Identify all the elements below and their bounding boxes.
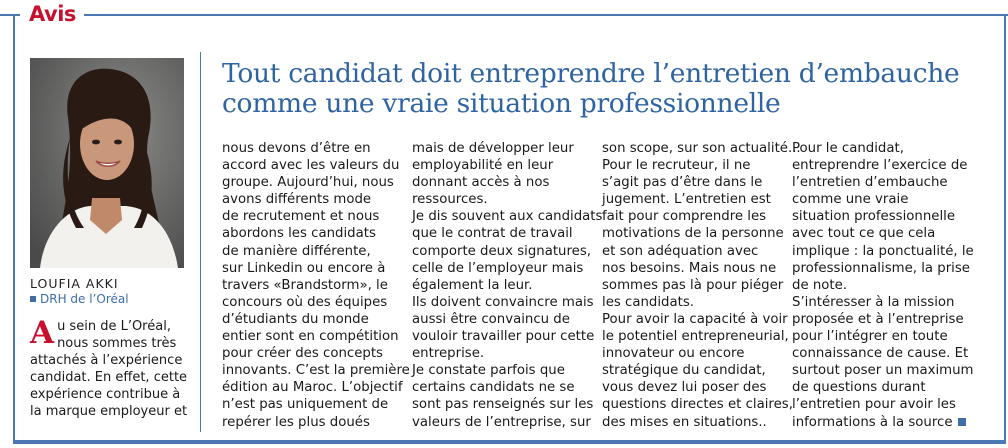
- intro-line: expérience contribue à: [30, 387, 181, 403]
- column-line: informations à la source: [792, 414, 974, 431]
- column-line: vouloir travailler pour cette: [412, 329, 595, 345]
- column-line: de note.: [792, 277, 848, 293]
- column-line: employabilité en leur: [412, 158, 554, 174]
- drop-cap: A: [30, 315, 55, 351]
- column-line: entier sont en compétition: [222, 329, 399, 345]
- portrait-photo: [30, 58, 184, 268]
- column-line: donnant accès à nos: [412, 175, 550, 191]
- column-line: professionnalisme, la prise: [792, 260, 970, 276]
- text-column-2: [412, 140, 602, 431]
- column-line: pour créer des concepts: [222, 346, 383, 362]
- column-line: valeurs de l’entreprise, sur: [412, 414, 591, 430]
- column-line: celle de l’employeur mais: [412, 260, 584, 276]
- column-line: édition au Maroc. L’objectif: [222, 380, 403, 396]
- column-line: abordons les candidats: [222, 226, 376, 242]
- column-line: des mises en situations..: [602, 414, 767, 430]
- intro-line: u sein de L’Oréal,: [57, 319, 171, 334]
- intro-line: candidat. En effet, cette: [30, 370, 188, 386]
- section-label: Avis: [20, 0, 84, 28]
- column-line: nous devons d’être en: [222, 141, 371, 156]
- column-line: avons différents mode: [222, 192, 372, 208]
- column-line: pour l’intégrer en toute: [792, 329, 948, 345]
- bullet-square-icon: [30, 296, 36, 302]
- column-line: aussi être convaincu de: [412, 311, 570, 327]
- column-line: motivations de la personne: [602, 226, 784, 242]
- person-role: [30, 292, 129, 306]
- intro-line: nous sommes très: [57, 336, 177, 352]
- column-line: connaissance de cause. Et: [792, 346, 969, 362]
- column-line: n’est pas uniquement de: [222, 397, 389, 413]
- column-line: accord avec les valeurs du: [222, 158, 400, 174]
- column-line: surtout poser un maximum: [792, 363, 974, 379]
- column-line: l’entretien d’embauche: [792, 175, 948, 191]
- column-line: situation professionnelle: [792, 209, 956, 225]
- column-line: questions directes et claires,: [602, 397, 793, 413]
- column-line: et son adéquation avec: [602, 243, 759, 259]
- column-line: l’entretien pour avoir les: [792, 397, 956, 413]
- column-line: jugement. L’entretien est: [602, 192, 771, 208]
- headline-line-1: Tout candidat doit entreprendre l’entretien d’embauche: [222, 58, 960, 89]
- column-line: le potentiel entrepreneurial,: [602, 329, 789, 345]
- column-line: concours où des équipes: [222, 294, 388, 310]
- column-line: vous devez lui poser des: [602, 380, 767, 396]
- intro-line: la marque employeur et: [30, 404, 188, 420]
- column-line: sur Linkedin ou encore à: [222, 260, 386, 276]
- column-line: sommes pas là pour piéger: [602, 277, 784, 293]
- column-line: également la leur.: [412, 277, 533, 293]
- column-line: s’agit pas d’être dans le: [602, 175, 763, 191]
- column-line: de questions durant: [792, 380, 926, 396]
- column-line: mais de développer leur: [412, 141, 574, 156]
- intro-paragraph: [30, 315, 202, 421]
- column-line: nos besoins. Mais nous ne: [602, 260, 777, 276]
- column-line: proposée et à l’entreprise: [792, 311, 964, 327]
- column-line: fait pour comprendre les: [602, 209, 767, 225]
- column-line: repérer les plus doués: [222, 414, 370, 430]
- column-line: Je constate parfois que: [412, 363, 565, 379]
- column-line: Pour avoir la capacité à voir: [602, 311, 788, 327]
- article-headline: [222, 59, 1002, 119]
- column-line: S’intéresser à la mission: [792, 294, 955, 310]
- column-line: Je dis souvent aux candidats: [412, 209, 603, 225]
- frame-left-rule: [13, 14, 15, 442]
- intro-line: attachés à l’expérience: [30, 353, 183, 369]
- column-line: entreprendre l’exercice de: [792, 158, 968, 174]
- column-line: avec tout ce que cela: [792, 226, 936, 242]
- column-line: comme une vraie: [792, 192, 909, 208]
- column-line: ressources.: [412, 192, 488, 208]
- column-line: stratégique du candidat,: [602, 363, 766, 379]
- column-line: innovateur ou encore: [602, 346, 745, 362]
- column-line: Ils doivent convaincre mais: [412, 294, 594, 310]
- frame-bottom-rule: [13, 440, 1006, 444]
- person-name: LOUFIA AKKI: [30, 276, 119, 291]
- column-line: implique : la ponctualité, le: [792, 243, 974, 259]
- frame-right-rule: [1004, 14, 1006, 442]
- column-line: de recrutement et nous: [222, 209, 380, 225]
- column-line: sont pas renseignés sur les: [412, 397, 594, 413]
- column-line: que le contrat de travail: [412, 226, 573, 242]
- text-column-3: [602, 140, 801, 431]
- column-line: innovants. C’est la première: [222, 363, 410, 379]
- column-divider: [200, 52, 201, 432]
- person-role-text: DRH de l’Oréal: [40, 292, 129, 306]
- column-line: Pour le recruteur, il ne: [602, 158, 751, 174]
- text-column-1: [222, 140, 410, 431]
- column-line: son scope, sur son actualité...: [602, 141, 801, 156]
- column-line: comporte deux signatures,: [412, 243, 591, 259]
- end-of-article-icon: [958, 418, 966, 426]
- column-line: d’étudiants du monde: [222, 311, 369, 327]
- column-line: entreprise.: [412, 346, 485, 362]
- column-line: travers «Brandstorm», le: [222, 277, 388, 293]
- column-line: certains candidats ne se: [412, 380, 575, 396]
- column-line: Pour le candidat,: [792, 141, 904, 156]
- portrait-illustration: [30, 58, 184, 268]
- frame-top-rule: [0, 14, 1008, 16]
- column-line: les candidats.: [602, 294, 695, 310]
- text-column-4: [792, 140, 974, 431]
- headline-line-2: comme une vraie situation professionnelle: [222, 88, 781, 119]
- column-line: groupe. Aujourd’hui, nous: [222, 175, 394, 191]
- column-line: de manière différente,: [222, 243, 371, 259]
